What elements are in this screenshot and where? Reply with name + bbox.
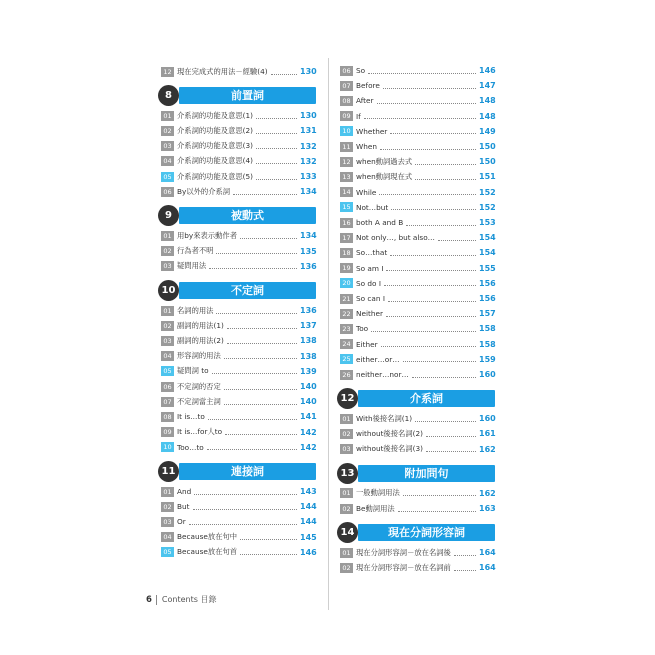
toc-entry[interactable] (340, 338, 495, 351)
entry-number: 09 (340, 111, 353, 121)
entry-label: So can I (356, 294, 385, 303)
entry-page-number: 155 (479, 263, 496, 273)
dot-leader (256, 174, 297, 180)
entry-label: either…or… (356, 354, 400, 364)
footer-separator (156, 595, 157, 605)
section-number-badge: 10 (158, 280, 179, 301)
entry-label: neither…nor… (356, 370, 409, 379)
entry-number: 06 (340, 66, 353, 76)
toc-entry[interactable] (340, 155, 495, 168)
entry-number: 01 (340, 548, 353, 558)
toc-entry[interactable] (161, 109, 316, 122)
entry-label: 介系詞的功能及意思(3) (177, 141, 254, 151)
entry-page-number: 138 (300, 336, 317, 346)
entry-number: 09 (161, 427, 174, 437)
entry-page-number: 145 (300, 532, 317, 542)
entry-number: 22 (340, 309, 353, 319)
entry-label: 介系詞的功能及意思(1) (177, 110, 254, 120)
toc-entry[interactable] (340, 487, 495, 500)
entry-label: Because放在句首 (177, 547, 238, 557)
entry-page-number: 162 (479, 444, 496, 454)
entry-number: 12 (161, 67, 174, 77)
section-title: 介系詞 (358, 390, 495, 407)
entry-number: 19 (340, 263, 353, 273)
entry-label: 介系詞的功能及意思(5) (177, 171, 254, 181)
dot-leader (415, 159, 476, 165)
toc-entry[interactable] (161, 229, 316, 242)
toc-entry[interactable] (340, 262, 495, 275)
dot-leader (240, 233, 297, 239)
toc-entry[interactable] (340, 125, 495, 138)
section-title: 附加問句 (358, 465, 495, 482)
column-divider (328, 58, 329, 610)
dot-leader (216, 248, 297, 254)
entry-label: both A and B (356, 218, 404, 227)
toc-entry[interactable] (161, 441, 316, 454)
dot-leader (209, 263, 297, 269)
entry-number: 01 (161, 111, 174, 121)
entry-page-number: 156 (479, 294, 496, 303)
entry-page-number: 132 (300, 156, 317, 166)
dot-leader (391, 204, 476, 210)
dot-leader (224, 399, 297, 405)
dot-leader (403, 356, 476, 362)
entry-label: without後接名詞(3) (356, 444, 423, 454)
dot-leader (386, 311, 476, 317)
dot-leader (256, 113, 297, 119)
entry-number: 06 (161, 382, 174, 392)
entry-number: 10 (340, 126, 353, 136)
toc-entry[interactable] (340, 216, 495, 229)
entry-page-number: 147 (479, 81, 496, 91)
entry-page-number: 150 (479, 157, 496, 167)
toc-entry[interactable] (340, 353, 495, 366)
toc-entry[interactable] (340, 64, 495, 77)
dot-leader (386, 265, 476, 271)
dot-leader (390, 250, 476, 256)
entry-number: 11 (340, 142, 353, 152)
dot-leader (212, 368, 297, 374)
dot-leader (380, 144, 476, 150)
toc-entry[interactable] (161, 65, 316, 78)
toc-entry[interactable] (340, 427, 495, 440)
toc-entry[interactable] (340, 140, 495, 153)
section-number-badge: 8 (158, 85, 179, 106)
section-header (340, 522, 495, 543)
entry-page-number: 142 (300, 427, 317, 437)
toc-entry[interactable] (161, 260, 316, 273)
section-number-badge: 11 (158, 461, 179, 482)
section-title: 現在分詞形容詞 (358, 524, 495, 541)
entry-label: So am I (356, 263, 384, 273)
entry-label: If (356, 111, 361, 121)
entry-number: 02 (161, 502, 174, 512)
entry-page-number: 132 (300, 141, 317, 151)
entry-number: 01 (161, 487, 174, 497)
dot-leader (240, 549, 297, 555)
dot-leader (271, 69, 297, 75)
entry-label: 一般動詞用法 (356, 488, 400, 498)
entry-page-number: 140 (300, 382, 317, 391)
toc-entry[interactable] (161, 140, 316, 153)
entry-label: 介系詞的功能及意思(4) (177, 156, 254, 166)
entry-page-number: 143 (300, 487, 317, 496)
entry-label: Too (356, 324, 369, 334)
toc-entry[interactable] (161, 155, 316, 168)
toc-entry[interactable] (340, 502, 495, 515)
entry-number: 02 (340, 504, 353, 514)
entry-number: 08 (161, 412, 174, 422)
entry-page-number: 130 (300, 67, 317, 76)
dot-leader (406, 220, 476, 226)
entry-page-number: 161 (479, 429, 496, 439)
dot-leader (390, 128, 476, 134)
entry-label: 不定詞的否定 (177, 381, 221, 391)
entry-page-number: 148 (479, 96, 496, 106)
entry-label: 用by來表示動作者 (177, 230, 238, 240)
entry-number: 03 (161, 261, 174, 271)
entry-number: 12 (340, 157, 353, 167)
entry-label: After (356, 96, 374, 106)
section-header (161, 461, 316, 482)
entry-number: 03 (161, 141, 174, 151)
toc-entry[interactable] (161, 546, 316, 559)
entry-page-number: 163 (479, 504, 496, 513)
dot-leader (379, 189, 476, 195)
section-title: 不定詞 (179, 282, 316, 299)
entry-page-number: 131 (300, 126, 317, 136)
dot-leader (412, 372, 476, 378)
dot-leader (384, 280, 476, 286)
entry-page-number: 140 (300, 397, 317, 407)
entry-label: 副詞的用法(2) (177, 335, 224, 345)
toc-entry[interactable] (340, 307, 495, 320)
entry-label: So do I (356, 278, 381, 288)
entry-number: 23 (340, 324, 353, 334)
entry-page-number: 159 (479, 354, 496, 364)
toc-entry[interactable] (340, 231, 495, 244)
entry-number: 06 (161, 187, 174, 197)
entry-label: 形容詞的用法 (177, 351, 221, 361)
toc-entry[interactable] (161, 185, 316, 198)
toc-entry[interactable] (161, 485, 316, 498)
toc-entry[interactable] (340, 412, 495, 425)
toc-entry[interactable] (161, 170, 316, 183)
entry-number: 01 (340, 488, 353, 498)
toc-entry[interactable] (340, 292, 495, 305)
section-title: 前置詞 (179, 87, 316, 104)
entry-number: 02 (340, 563, 353, 573)
entry-label: So…that (356, 248, 388, 258)
dot-leader (381, 341, 476, 347)
entry-label: Because放在句中 (177, 532, 238, 542)
entry-page-number: 146 (479, 66, 496, 75)
entry-number: 05 (161, 172, 174, 182)
entry-number: 26 (340, 370, 353, 380)
toc-entry[interactable] (161, 410, 316, 423)
entry-page-number: 136 (300, 261, 317, 271)
toc-entry[interactable] (161, 350, 316, 363)
entry-page-number: 160 (479, 414, 496, 424)
entry-label: without後接名詞(2) (356, 428, 423, 438)
entry-page-number: 151 (479, 172, 496, 182)
toc-entry[interactable] (161, 319, 316, 332)
dot-leader (368, 68, 476, 74)
section-header (161, 85, 316, 106)
entry-label: Or (177, 517, 186, 527)
entry-label: And (177, 487, 192, 496)
dot-leader (224, 384, 297, 390)
entry-page-number: 164 (479, 548, 496, 558)
entry-page-number: 160 (479, 370, 496, 379)
entry-page-number: 157 (479, 309, 496, 319)
entry-page-number: 144 (300, 502, 317, 512)
entry-number: 24 (340, 339, 353, 349)
entry-page-number: 136 (300, 306, 317, 315)
entry-number: 02 (340, 429, 353, 439)
entry-number: 16 (340, 218, 353, 228)
toc-entry[interactable] (340, 246, 495, 259)
entry-label: Before (356, 81, 380, 91)
entry-number: 05 (161, 547, 174, 557)
dot-leader (194, 489, 297, 495)
entry-page-number: 162 (479, 488, 496, 498)
section-header (161, 280, 316, 301)
dot-leader (426, 446, 476, 452)
toc-entry[interactable] (161, 365, 316, 378)
entry-label: Too…to (177, 442, 204, 452)
entry-label: when動詞現在式 (356, 171, 413, 181)
entry-number: 10 (161, 442, 174, 452)
dot-leader (454, 550, 476, 556)
entry-number: 17 (340, 233, 353, 243)
entry-label: Not…but (356, 202, 389, 212)
entry-page-number: 148 (479, 111, 496, 121)
entry-number: 03 (340, 444, 353, 454)
dot-leader (438, 235, 476, 241)
entry-page-number: 135 (300, 246, 317, 256)
entry-page-number: 142 (300, 442, 317, 452)
entry-page-number: 150 (479, 142, 496, 151)
entry-label: Neither (356, 309, 383, 319)
entry-number: 07 (161, 397, 174, 407)
entry-label: With後接名詞(1) (356, 413, 413, 423)
entry-label: Whether (356, 126, 388, 136)
entry-page-number: 130 (300, 111, 317, 121)
entry-page-number: 158 (479, 339, 496, 349)
entry-label: 現在完成式的用法－經驗(4) (177, 66, 268, 76)
entry-page-number: 144 (300, 517, 317, 527)
entry-number: 25 (340, 354, 353, 364)
entry-number: 08 (340, 96, 353, 106)
entry-page-number: 141 (300, 412, 317, 422)
toc-entry[interactable] (161, 515, 316, 528)
entry-label: Not only…, but also… (356, 233, 435, 243)
section-header (340, 388, 495, 409)
entry-number: 15 (340, 202, 353, 212)
toc-entry[interactable] (161, 426, 316, 439)
dot-leader (240, 534, 297, 540)
dot-leader (256, 128, 297, 134)
entry-number: 01 (161, 306, 174, 316)
entry-label: It is…for人to (177, 427, 223, 437)
toc-entry[interactable] (340, 368, 495, 381)
entry-number: 04 (161, 532, 174, 542)
entry-label: When (356, 142, 377, 151)
toc-entry[interactable] (161, 531, 316, 544)
dot-leader (415, 174, 476, 180)
dot-leader (454, 565, 476, 571)
dot-leader (193, 504, 298, 510)
entry-page-number: 156 (479, 278, 496, 288)
dot-leader (227, 338, 297, 344)
section-number-badge: 12 (337, 388, 358, 409)
entry-label: 現在分詞形容詞－放在名詞前 (356, 562, 451, 572)
entry-number: 02 (161, 246, 174, 256)
entry-number: 07 (340, 81, 353, 91)
section-header (340, 463, 495, 484)
toc-entry[interactable] (340, 186, 495, 199)
entry-label: Be動詞用法 (356, 503, 395, 513)
entry-number: 21 (340, 294, 353, 304)
toc-entry[interactable] (161, 334, 316, 347)
toc-entry[interactable] (340, 277, 495, 290)
dot-leader (364, 113, 476, 119)
toc-entry[interactable] (340, 561, 495, 574)
entry-label: when動詞過去式 (356, 156, 413, 166)
entry-page-number: 152 (479, 202, 496, 212)
entry-page-number: 134 (300, 231, 317, 241)
toc-entry[interactable] (340, 201, 495, 214)
entry-number: 04 (161, 351, 174, 361)
entry-number: 18 (340, 248, 353, 258)
entry-label: 副詞的用法(1) (177, 320, 224, 330)
entry-label: While (356, 187, 377, 197)
entry-number: 14 (340, 187, 353, 197)
section-number-badge: 9 (158, 205, 179, 226)
entry-label: 行為者不明 (177, 246, 214, 256)
entry-label: 疑問詞 to (177, 366, 209, 376)
entry-number: 03 (161, 336, 174, 346)
section-number-badge: 13 (337, 463, 358, 484)
entry-label: 名詞的用法 (177, 305, 214, 315)
section-number-badge: 14 (337, 522, 358, 543)
section-header (161, 205, 316, 226)
dot-leader (208, 414, 297, 420)
entry-label: 不定詞當主詞 (177, 396, 221, 406)
entry-page-number: 158 (479, 324, 496, 334)
entry-number: 02 (161, 126, 174, 136)
footer-text: Contents 目錄 (161, 595, 217, 604)
entry-number: 13 (340, 172, 353, 182)
entry-page-number: 152 (479, 187, 496, 197)
toc-entry[interactable] (340, 79, 495, 92)
entry-number: 04 (161, 156, 174, 166)
dot-leader (216, 308, 297, 314)
toc-entry[interactable] (340, 443, 495, 456)
entry-label: It is…to (177, 412, 205, 422)
dot-leader (227, 323, 297, 329)
dot-leader (256, 158, 297, 164)
page-footer (146, 594, 216, 605)
entry-label: 現在分詞形容詞－放在名詞後 (356, 547, 451, 557)
dot-leader (207, 444, 297, 450)
entry-page-number: 154 (479, 233, 496, 243)
dot-leader (371, 326, 476, 332)
toc-entry[interactable] (161, 304, 316, 317)
toc-entry[interactable] (340, 170, 495, 183)
entry-number: 02 (161, 321, 174, 331)
toc-entry[interactable] (161, 395, 316, 408)
entry-number: 05 (161, 366, 174, 376)
dot-leader (388, 296, 476, 302)
section-title: 連接詞 (179, 463, 316, 480)
entry-number: 01 (340, 414, 353, 424)
page-number: 6 (146, 594, 152, 605)
toc-entry[interactable] (161, 124, 316, 137)
dot-leader (225, 429, 297, 435)
toc-entry[interactable] (340, 110, 495, 123)
toc-entry[interactable] (161, 380, 316, 393)
entry-page-number: 137 (300, 321, 317, 331)
entry-page-number: 154 (479, 248, 496, 258)
entry-page-number: 138 (300, 351, 317, 361)
entry-page-number: 146 (300, 547, 317, 557)
dot-leader (189, 519, 297, 525)
dot-leader (403, 490, 476, 496)
entry-page-number: 134 (300, 187, 317, 197)
dot-leader (377, 98, 476, 104)
section-title: 被動式 (179, 207, 316, 224)
toc-entry[interactable] (340, 322, 495, 335)
dot-leader (415, 416, 476, 422)
entry-label: Either (356, 339, 378, 349)
toc-entry[interactable] (340, 546, 495, 559)
entry-number: 03 (161, 517, 174, 527)
entry-label: 疑問用法 (177, 261, 207, 271)
entry-number: 20 (340, 278, 353, 288)
toc-entry[interactable] (161, 500, 316, 513)
toc-entry[interactable] (161, 245, 316, 258)
dot-leader (398, 506, 476, 512)
toc-entry[interactable] (340, 94, 495, 107)
dot-leader (426, 431, 476, 437)
entry-page-number: 149 (479, 126, 496, 136)
entry-page-number: 133 (300, 172, 317, 181)
entry-label: By以外的介系詞 (177, 186, 231, 196)
entry-number: 01 (161, 231, 174, 241)
entry-label: So (356, 66, 366, 75)
entry-label: 介系詞的功能及意思(2) (177, 125, 254, 135)
entry-page-number: 164 (479, 563, 496, 573)
dot-leader (383, 83, 476, 89)
dot-leader (256, 143, 297, 149)
dot-leader (224, 353, 297, 359)
dot-leader (233, 189, 297, 195)
entry-page-number: 153 (479, 218, 496, 227)
entry-label: But (177, 502, 190, 512)
entry-page-number: 139 (300, 366, 317, 376)
